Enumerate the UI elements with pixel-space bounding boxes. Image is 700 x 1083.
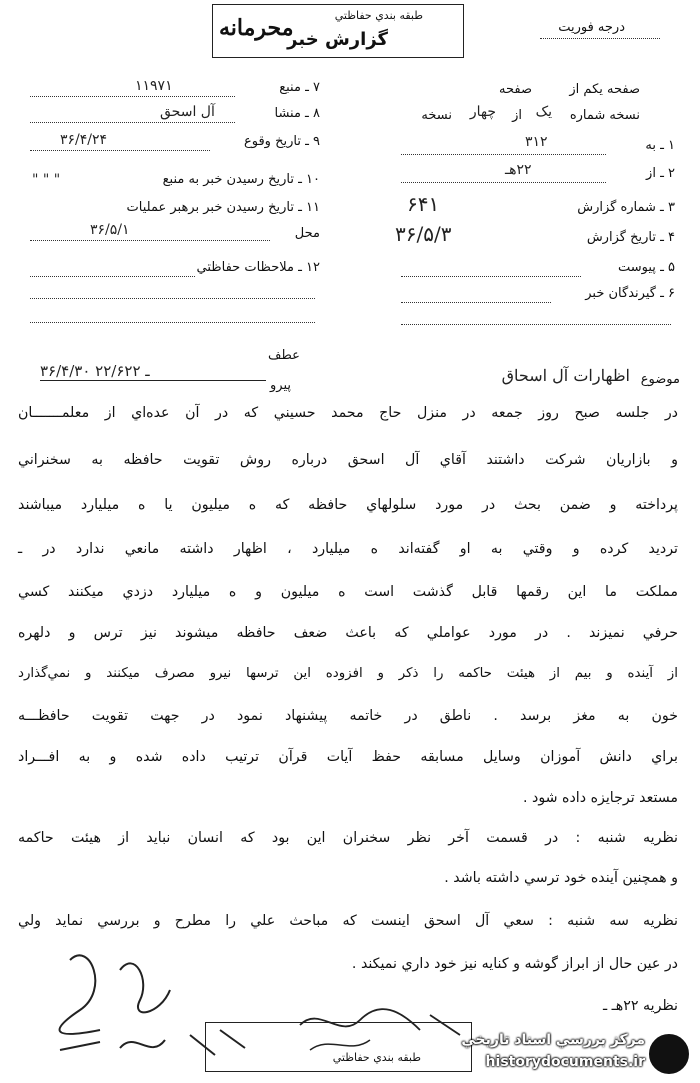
footer-stamp-label: طبقه بندي حفاظتي <box>332 1051 421 1064</box>
field-place-value: ۳۶/۵/۱ <box>90 222 130 238</box>
field-security-notes-label: ۱۲ ـ ملاحظات حفاظتي <box>196 260 320 275</box>
field-event-date-label: ۹ ـ تاريخ وقوع <box>243 134 320 149</box>
subject-label: موضوع <box>640 372 680 387</box>
field-source-label: ۷ ـ منبع <box>279 80 320 95</box>
body-line: پرداخته و ضمن بحث در مورد سلولهاي حافظه كه ه ميليون يا ه ميليارد ميباشند <box>18 497 678 513</box>
body-line: خون به مغز برسد . ناطق در خاتمه پيشنهاد نمود در جهت تقويت حافظـــه <box>18 708 678 724</box>
field-report-number-label: ۳ ـ شماره گزارش <box>577 200 675 215</box>
field-report-date-label: ۴ ـ تاريخ گزارش <box>586 230 675 245</box>
subject-reference: ۳۶/۴/۳۰ ـ ۲۲/۶۲۲ <box>40 362 150 380</box>
body-line: نظريه شنبه : در قسمت آخر نظر سخنران اين بود كه انسان نبايد از هيئت حاكمه <box>18 830 678 846</box>
page-suffix: صفحه <box>499 82 532 97</box>
body-line: مملكت ما اين رقمها قابل گذشت است ه ميليون و ه ميليارد دزدي ميكنند كسي <box>18 584 678 600</box>
field-event-date-value: ۳۶/۴/۲۴ <box>60 132 108 148</box>
page-label: صفحه يكم از <box>569 82 640 97</box>
stamp-main-title: گزارش خبر <box>287 29 388 50</box>
field-received-source-label: ۱۰ ـ تاريخ رسيدن خبر به منبع <box>162 172 320 187</box>
body-line: نظريه ۲۲هـ ـ <box>602 998 678 1014</box>
copy-of: از <box>512 108 522 123</box>
field-to-label: ۱ ـ به <box>645 138 675 153</box>
field-report-number-value: ۶۴۱ <box>407 192 440 216</box>
subject-divider <box>40 380 266 381</box>
copy-label: نسخه شماره <box>569 108 640 123</box>
field-from-label: ۲ ـ از <box>646 166 675 181</box>
left-fields <box>20 72 320 332</box>
archive-watermark <box>445 1028 695 1078</box>
copy-total: چهار <box>469 104 496 120</box>
classification-stamp <box>212 4 464 58</box>
field-attachment-label: ۵ ـ پيوست <box>618 260 675 275</box>
watermark-url: historydocuments.ir <box>485 1054 645 1070</box>
field-origin-label: ۸ ـ منشا <box>274 106 320 121</box>
right-fields <box>395 130 675 330</box>
field-place-label: محل <box>294 226 320 241</box>
body-line: حرفي نميزند . در مورد عواملي كه باعث ضعف حافظه ميشوند نيز ترس و دلهره <box>18 625 678 641</box>
body-line: براي دانش آموزان وسايل مسابقه حفظ آيات قرآن ترتيب داده شده و به افـــراد <box>18 749 678 765</box>
stamp-top-label: طبقه بندي حفاظتي <box>334 9 423 22</box>
body-line: و همچنين آينده خود ترسي داشته باشد . <box>444 870 678 886</box>
body-line: از آينده و بيم از هيئت حاكمه را ذكر و افزوده اين ترسها نيرو مصرف ميكنند و نمي‌گذارد <box>18 666 678 681</box>
stamp-handwritten-word: محرمانه <box>219 15 294 41</box>
body-line: نظريه سه شنبه : سعي آل اسحق اينست كه مباحث علي را مطرح و بررسي نمايد ولي <box>18 913 678 929</box>
copy-suffix: نسخه <box>421 108 452 123</box>
body-line: و بازاريان شركت داشتند آقاي آل اسحق درباره روش تقويت حافظه به سخنراني <box>18 452 678 468</box>
atf-label: عطف <box>268 348 300 363</box>
field-source-value: ۱۱۹۷۱ <box>135 78 173 94</box>
body-line: ترديد كرده و وقتي به او گفته‌اند ه ميليارد ، اظهار داشته مانعي ندارد در ـ <box>18 541 678 557</box>
field-report-date-value: ۳۶/۵/۳ <box>395 222 452 246</box>
watermark-title: مركز بررسي اسناد تاريخي <box>461 1032 645 1048</box>
footer-classification-stamp <box>205 1022 472 1072</box>
field-received-ops-label: ۱۱ ـ تاريخ رسيدن خبر برهبر عمليات <box>126 200 320 215</box>
archive-logo-icon <box>647 1032 691 1076</box>
body-line: در عين حال از ابراز گوشه و كنايه نيز خود داري نميكند . <box>351 956 678 972</box>
field-received-source-value: " " " <box>32 172 61 188</box>
body-line: در جلسه صبح روز جمعه در منزل حاج محمد حسيني كه در آن عده‌اي از معلمـــــــان <box>18 405 678 421</box>
peyro-label: پيرو <box>270 378 291 393</box>
priority-label: درجه فوريت <box>558 20 625 35</box>
field-origin-value: آل اسحق <box>160 104 215 120</box>
field-from-value: ۲۲هـ <box>505 162 532 178</box>
copy-number: یک <box>535 104 552 120</box>
subject-text: اظهارات آل اسحاق <box>501 366 630 385</box>
field-to-value: ۳۱۲ <box>525 134 548 150</box>
body-line: مستعد ترجايزه داده شود . <box>522 790 678 806</box>
field-recipients-label: ۶ ـ گيرندگان خبر <box>585 286 675 301</box>
priority-dots <box>540 38 660 39</box>
